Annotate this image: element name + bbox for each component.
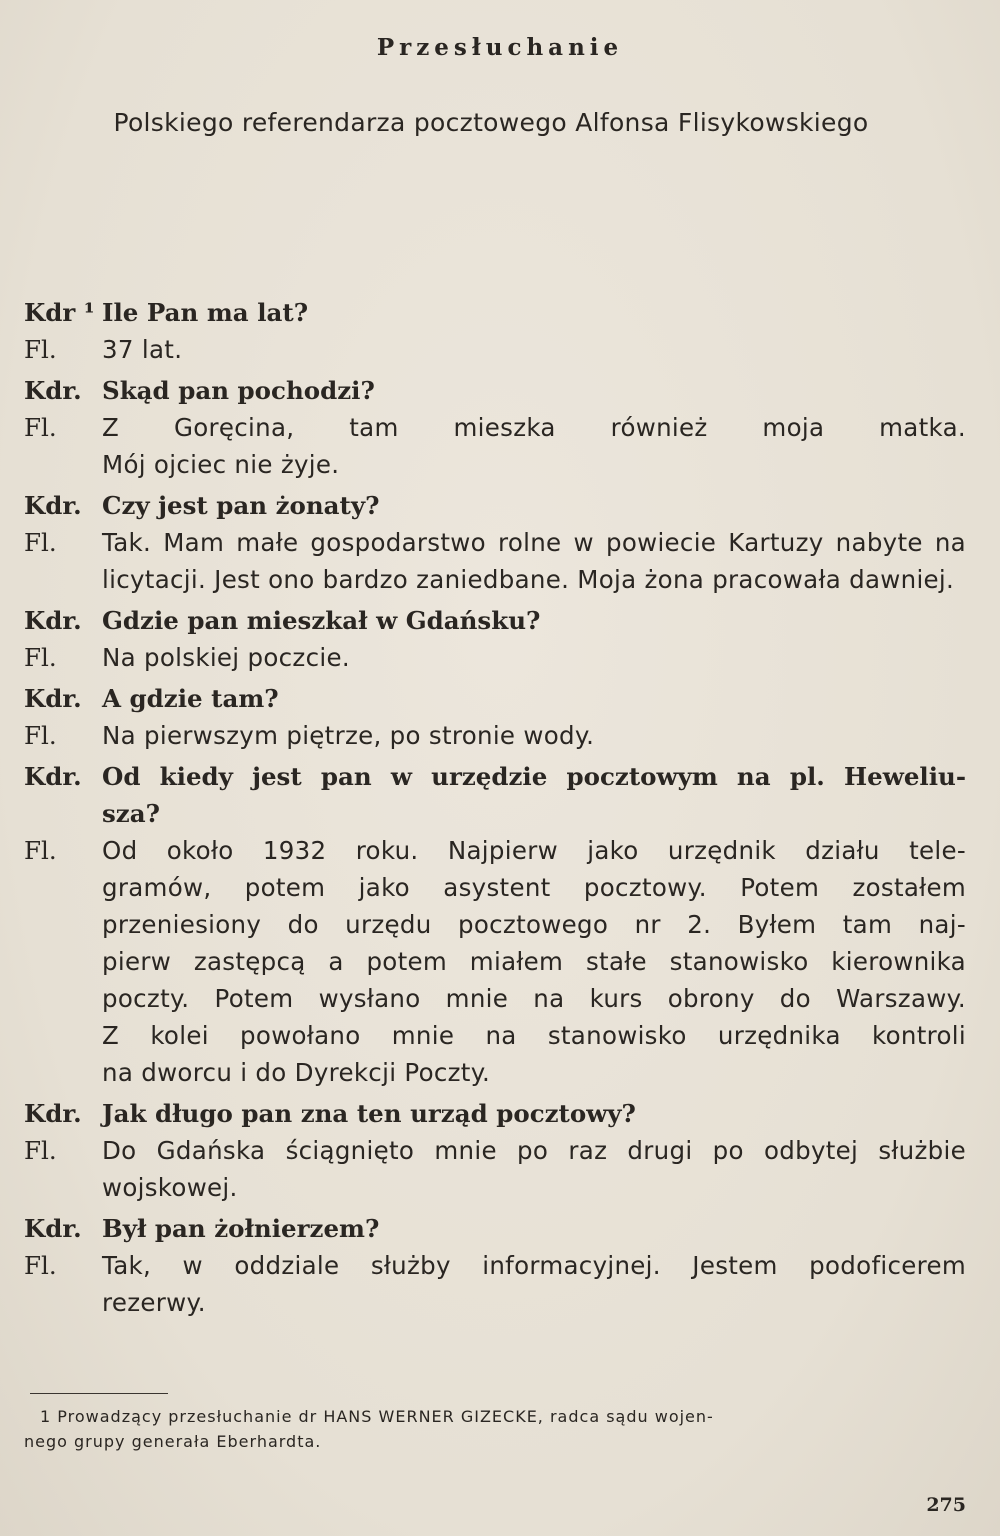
answer-text: Na polskiej poczcie. [102, 643, 350, 672]
dialogue-answer [24, 717, 966, 754]
page-title: Przesłuchanie [376, 34, 624, 61]
question-text: Czy jest pan żonaty? [102, 491, 380, 520]
question-text: Ile Pan ma lat? [102, 298, 309, 327]
dialogue-question [24, 680, 966, 717]
speaker-label: Fl. [24, 721, 57, 750]
speaker-label: Fl. [24, 335, 57, 364]
dialogue-answer [24, 331, 966, 368]
footnote-divider [30, 1393, 168, 1394]
footnote-line: 1 Prowadzący przesłuchanie dr HANS WERNER GIZECKE, radca sądu wojen- [40, 1407, 714, 1426]
answer-text: 37 lat. [102, 335, 183, 364]
dialogue-answer [24, 1247, 966, 1321]
speaker-label: Kdr. [24, 762, 82, 791]
speaker-label: Kdr. [24, 1099, 82, 1128]
question-text: Gdzie pan mieszkał w Gdańsku? [102, 606, 541, 635]
answer-text: Tak, w oddziale służby informacyjnej. Jestem podoficerem rezerwy. [102, 1251, 966, 1317]
speaker-label: Fl. [24, 1251, 57, 1280]
speaker-label: Fl. [24, 836, 57, 865]
speaker-label: Fl. [24, 528, 57, 557]
speaker-label: Kdr ¹ [24, 298, 95, 327]
dialogue-question [24, 602, 966, 639]
question-text: Skąd pan pochodzi? [102, 376, 375, 405]
question-text: Od kiedy jest pan w urzędzie pocztowym na pl. Heweliu- sza? [102, 762, 966, 828]
interrogation-dialogue [24, 294, 966, 1321]
dialogue-question [24, 1210, 966, 1247]
speaker-label: Fl. [24, 1136, 57, 1165]
speaker-label: Kdr. [24, 1214, 82, 1243]
speaker-label: Fl. [24, 413, 57, 442]
dialogue-answer [24, 639, 966, 676]
dialogue-question [24, 372, 966, 409]
question-text: Był pan żołnierzem? [102, 1214, 380, 1243]
dialogue-question [24, 758, 966, 832]
footnote [24, 1404, 966, 1454]
speaker-label: Kdr. [24, 606, 82, 635]
page-number: 275 [926, 1494, 966, 1516]
answer-text: Tak. Mam małe gospodarstwo rolne w powiecie Kartuzy nabyte na licytacji. Jest ono bardzo zaniedbane. Moja żona pracowała dawniej. [102, 528, 966, 594]
answer-text: Do Gdańska ściągnięto mnie po raz drugi po odbytej służbie wojskowej. [102, 1136, 966, 1202]
dialogue-question [24, 487, 966, 524]
question-text: Jak długo pan zna ten urząd pocztowy? [102, 1099, 636, 1128]
speaker-label: Kdr. [24, 684, 82, 713]
dialogue-answer [24, 524, 966, 598]
dialogue-answer [24, 1132, 966, 1206]
speaker-label: Kdr. [24, 376, 82, 405]
dialogue-question [24, 294, 966, 331]
answer-text: Na pierwszym piętrze, po stronie wody. [102, 721, 595, 750]
dialogue-answer [24, 409, 966, 483]
dialogue-question [24, 1095, 966, 1132]
footnote-line: nego grupy generała Eberhardta. [24, 1432, 322, 1451]
speaker-label: Fl. [24, 643, 57, 672]
page-subtitle: Polskiego referendarza pocztowego Alfonsa Flisykowskiego [113, 108, 869, 137]
answer-text: Od około 1932 roku. Najpierw jako urzędnik działu tele- gramów, potem jako asystent pocztowy. Potem zostałem przeniesiony do urzędu pocztowego nr 2. Byłem tam naj- pierw zastępcą a potem miałem stałe stanowisko kierownika poczty. Potem wysłano mnie na kurs obrony do Warszawy. Z kolei powołano mnie na stanowisko urzędnika kontroli na dworcu i do Dyrekcji Poczty. [102, 836, 966, 1087]
dialogue-answer [24, 832, 966, 1091]
answer-text: Z Goręcina, tam mieszka również moja matka. Mój ojciec nie żyje. [102, 413, 966, 479]
question-text: A gdzie tam? [102, 684, 279, 713]
speaker-label: Kdr. [24, 491, 82, 520]
